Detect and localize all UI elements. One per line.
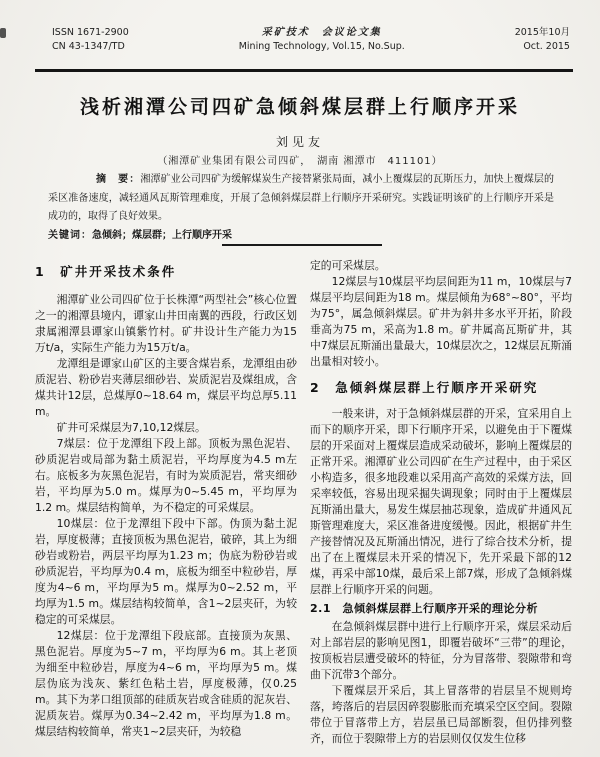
right-column: [310, 256, 572, 757]
section-1-heading: 1 矿井开采技术条件: [35, 264, 177, 279]
section-2-heading: 2 急倾斜煤层群上行顺序开采研究: [310, 380, 539, 395]
keywords-label: 关键词：: [48, 229, 92, 241]
journal-title-block: [239, 26, 405, 54]
paragraph: 7煤层：位于龙潭组下段上部。顶板为黑色泥岩、砂质泥岩或局部为黏土质泥岩，平均厚度为4.5 m左右。底板多为灰黑色泥岩，有时为炭质泥岩，常夹细砂岩，平均厚为5.0 m。煤厚为0~5.45 m，平均厚为1.2 m。煤层结构简单，为不稳定的可采煤层。: [35, 437, 297, 514]
scan-artifact: [0, 28, 6, 38]
continuation-paragraph: 定的可采煤层。: [310, 259, 386, 272]
paragraph: 12煤层：位于龙潭组下段底部。直接顶为灰黑、黑色泥岩。厚度为5~7 m，平均厚为6 m。其上老顶为细至中粒砂岩，厚度为4~6 m，平均厚为5 m。煤层伪底为浅灰、紫红色粘土岩，厚度极薄，仅0.25 m。其下为茅口组顶部的硅质灰岩或含硅质的泥灰岩、泥质灰岩。煤厚为0.34~2.42 m，平均厚为1.8 m。煤层结构较简单，常夹1~2层夹矸，为较稳: [35, 629, 297, 738]
paragraph: 龙潭组是谭家山矿区的主要含煤岩系，龙潭组由砂质泥岩、粉砂岩夹薄层细砂岩、炭质泥岩及煤组成，含煤共计12层，总煤厚0~18.64 m，煤层平均总厚5.11 m。: [35, 357, 297, 418]
issue-date-cn: 2015年10月: [514, 27, 570, 38]
paragraph: 12煤层与10煤层平均层间距为11 m，10煤层与7煤层平均层间距为18 m。煤层倾角为68°~80°，平均为75°，属急倾斜煤层。矿井为斜井多水平开拓，阶段垂高为75 m，采高为1.8 m。矿井属高瓦斯矿井，其中7煤层瓦斯涌出量最大，10煤层次之，12煤层瓦斯涌出量相对较小。: [310, 275, 572, 368]
issue-date-en: Oct. 2015: [523, 41, 570, 52]
journal-title-cn: 采矿技术 会议论文集: [261, 27, 382, 38]
abstract-paragraph: [48, 171, 554, 227]
abstract-text: 湘潭矿业公司四矿为缓解煤炭生产接替紧张局面，减小上覆煤层的瓦斯压力，加快上覆煤层的采区准备速度，减轻通风瓦斯管理难度，开展了急倾斜煤层群上行顺序开采研究。实践证明该矿的上行顺序开采是成功的，取得了良好效果。: [48, 174, 555, 222]
journal-header: [52, 26, 570, 54]
issn-number: ISSN 1671-2900: [52, 27, 129, 38]
section-2-1-heading: 2.1 急倾斜煤层群上行顺序开采的理论分析: [310, 602, 538, 615]
paragraph: 下覆煤层开采后，其上冒落带的岩层呈不规则垮落，垮落后的岩层因碎裂膨胀而充填采空区空间。裂隙带位于冒落带上方，岩层虽已局部断裂，但仍排列整齐，而位于裂隙带上方的岩层则仅仅发生位移: [310, 684, 572, 745]
issue-date-block: [515, 26, 570, 54]
paragraph: 在急倾斜煤层群中进行上行顺序开采，煤层采动后对上部岩层的影响见图1，即覆岩破坏“三带”的理论，按顶板岩层遭受破坏的特征，分为冒落带、裂隙带和弯曲下沉带3个部分。: [310, 620, 572, 681]
cn-number: CN 43-1347/TD: [52, 41, 125, 52]
author-name: 刘见友: [275, 135, 324, 149]
journal-title-en: Mining Technology, Vol.15, No.Sup.: [238, 41, 405, 52]
body-columns: [35, 256, 572, 757]
paragraph: 湘潭矿业公司四矿位于长株潭“两型社会”核心位置之一的湘潭县境内，谭家山井田南翼的西段，行政区划隶属湘潭县谭家山镇紫竹村。矿井设计生产能力为15万t/a，实际生产能力为15万t/a。: [35, 293, 297, 354]
abstract-block: [48, 171, 554, 245]
author-affiliation: （湘潭矿业集团有限公司四矿， 湖南 湘潭市 411101）: [157, 156, 443, 167]
keywords-text: 急倾斜；煤层群；上行顺序开采: [92, 229, 232, 241]
abstract-label: 摘 要：: [96, 174, 141, 185]
paragraph: 一般来讲，对于急倾斜煤层群的开采，宜采用自上而下的顺序开采，即下行顺序开采，以避免由于下覆煤层的开采面对上覆煤层造成采动破坏，影响上覆煤层的正常开采。湘潭矿业公司四矿在生产过程中，由于采区小构造多，很多地段难以采用高产高效的采煤方法，回采率较低，容易出现采掘失调现象；同时由于上覆煤层瓦斯涌出量大，易发生煤层抽芯现象，造成矿井通风瓦斯管理难度大，采区准备进度缓慢。因此，根据矿井生产接替情况及瓦斯涌出情况，进行了综合技术分析，提出了在上覆煤层未开采的情况下，先开采最下部的12煤，再采中部10煤，最后采上部7煤，形成了急倾斜煤层群上行顺序开采的问题。: [310, 407, 572, 596]
header-rule: [35, 69, 573, 72]
paragraph: 10煤层：位于龙潭组下段中下部。伪顶为黏土泥岩，厚度极薄；直接顶板为黑色泥岩，破碎，其上为细砂岩或粉岩，两层平均厚为1.23 m；伪底为粉砂岩或砂质泥岩，平均厚为0.4 m，底板为细至中粒砂岩，厚度为4~6 m，平均厚为5 m。煤厚为0~2.52 m，平均厚为1.5 m。煤层结构较简单，含1~2层夹矸，为较稳定的可采煤层。: [35, 517, 297, 626]
issn-block: [52, 26, 129, 54]
left-column: [35, 256, 297, 757]
abstract-body-divider: [222, 244, 382, 246]
keywords-line: [48, 227, 554, 246]
article-title: 浅析湘潭公司四矿急倾斜煤层群上行顺序开采: [79, 96, 520, 118]
paragraph: 矿井可采煤层为7,10,12煤层。: [56, 421, 206, 434]
